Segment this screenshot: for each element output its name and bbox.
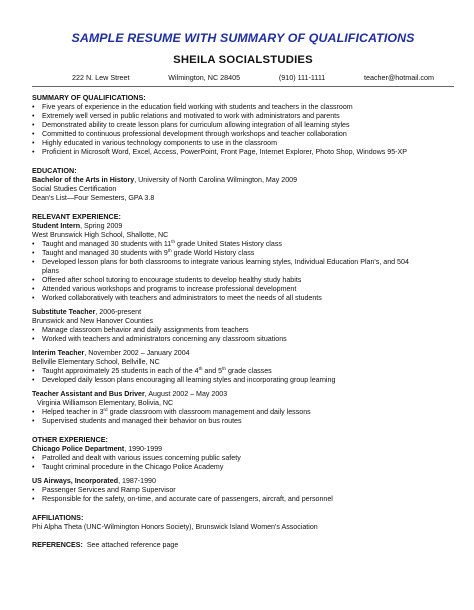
job-title: Chicago Police Department, 1990-1999: [32, 445, 163, 453]
list-item: • Committed to continuous professional development through workshops and teacher collaboration: [32, 130, 347, 138]
job-title: Interim Teacher, November 2002 – January 2004: [32, 349, 190, 357]
job-title: Teacher Assistant and Bus Driver, August 2002 – May 2003: [32, 390, 228, 398]
bullet-icon: •: [32, 249, 35, 257]
bullet-icon: •: [32, 376, 35, 384]
list-item: • Attended various workshops and programs to increase professional development: [32, 285, 297, 293]
contact-city: Wilmington, NC 28405: [168, 73, 241, 82]
job-title: Substitute Teacher, 2006-present: [32, 308, 142, 316]
list-item: • Taught approximately 25 students in each of the 4th and 5th grade classes: [32, 366, 272, 375]
list-item: • Worked collaboratively with teachers and administrators to meet the needs of all students: [32, 294, 322, 302]
job-place: Virginia Williamson Elementary, Bolivia, NC: [37, 399, 174, 407]
job-place: West Brunswick High School, Shallotte, NC: [32, 231, 169, 239]
list-item: • Demonstrated ability to create lesson plans for curriculum allowing integration of all learning styles: [32, 121, 350, 129]
other-heading: OTHER EXPERIENCE:: [32, 435, 108, 444]
list-item: • Developed daily lesson plans encouraging all learning styles and incorporating group learning: [32, 376, 336, 384]
resume-title: SAMPLE RESUME WITH SUMMARY OF QUALIFICATIONS: [71, 31, 415, 45]
bullet-icon: •: [32, 139, 35, 147]
list-item: • Highly educated in various technology components to use in the classroom: [32, 139, 278, 147]
job-place: Bellville Elementary School, Bellville, NC: [32, 358, 160, 366]
bullet-icon: •: [32, 285, 35, 293]
list-item: • Responsible for the safety, on-time, and accurate care of passengers, aircraft, and personnel: [32, 495, 333, 503]
education-heading: EDUCATION:: [32, 166, 77, 175]
bullet-icon: •: [32, 408, 35, 416]
bullet-icon: •: [32, 103, 35, 111]
job-duties: [32, 367, 454, 385]
list-item: • Proficient in Microsoft Word, Excel, Access, PowerPoint, Front Page, Internet Explorer, Photo Shop, Windows 95-XP: [32, 148, 407, 156]
references-text: See attached reference page: [86, 541, 179, 549]
list-item: • Manage classroom behavior and daily assignments from teachers: [32, 326, 249, 334]
bullet-icon: •: [32, 294, 35, 302]
list-item: • Taught and managed 30 students with 11th grade United States History class: [32, 239, 282, 248]
bullet-icon: •: [32, 240, 35, 248]
list-item: • Extremely well versed in public relations and motivated to work with administrators and parents: [32, 112, 340, 120]
list-item: • Helped teacher in 3rd grade classroom with classroom management and daily lessons: [32, 407, 311, 416]
list-item: • Patrolled and dealt with various issues concerning public safety: [32, 454, 241, 462]
job-duties: [32, 240, 454, 303]
list-item: • Taught criminal procedure in the Chicago Police Academy: [32, 463, 224, 471]
bullet-icon: •: [32, 276, 35, 284]
list-item: • Worked with teachers and administrators concerning any classroom situations: [32, 335, 287, 343]
bullet-icon: •: [32, 335, 35, 343]
list-item: • Supervised students and managed their behavior on bus routes: [32, 417, 242, 425]
job-title: Student Intern, Spring 2009: [32, 222, 123, 230]
job-duties: [32, 408, 454, 426]
education-honors: Dean's List—Four Semesters, GPA 3.8: [32, 194, 155, 202]
affiliations-heading: AFFILIATIONS:: [32, 513, 84, 522]
list-item: • Passenger Services and Ramp Supervisor: [32, 486, 176, 494]
bullet-icon: •: [32, 463, 35, 471]
bullet-icon: •: [32, 326, 35, 334]
list-item: • Developed lesson plans for both classrooms to integrate various learning styles, Individual Education Plan's, and 504 plans: [32, 258, 409, 275]
list-item: • Offered after school tutoring to encourage students to develop healthy study habits: [32, 276, 302, 284]
bullet-icon: •: [32, 367, 35, 375]
list-item: • Five years of experience in the education field working with students and teachers in the classroom: [32, 103, 353, 111]
bullet-icon: •: [32, 454, 35, 462]
job-duties: [32, 454, 454, 472]
summary-list: [32, 103, 454, 157]
job-duties: [32, 326, 454, 344]
bullet-icon: •: [32, 112, 35, 120]
bullet-icon: •: [32, 258, 35, 266]
bullet-icon: •: [32, 495, 35, 503]
bullet-icon: •: [32, 148, 35, 156]
education-cert: Social Studies Certification: [32, 185, 117, 193]
contact-line: [72, 73, 434, 82]
bullet-icon: •: [32, 130, 35, 138]
references-line: [32, 541, 454, 550]
job-place: Brunswick and New Hanover Counties: [32, 317, 154, 325]
contact-email: teacher@hotmail.com: [363, 73, 434, 82]
header-divider: [32, 86, 454, 87]
relevant-heading: RELEVANT EXPERIENCE:: [32, 212, 121, 221]
bullet-icon: •: [32, 121, 35, 129]
job-title: US Airways, Incorporated, 1987-1990: [32, 477, 156, 485]
list-item: • Taught and managed 30 students with 9th grade World History class: [32, 248, 255, 257]
summary-heading: SUMMARY OF QUALIFICATIONS:: [32, 93, 146, 102]
affiliations-text: Phi Alpha Theta (UNC-Wilmington Honors Society), Brunswick Island Women's Association: [32, 523, 318, 531]
contact-address: 222 N. Lew Street: [72, 73, 130, 82]
bullet-icon: •: [32, 486, 35, 494]
references-heading: REFERENCES:: [32, 541, 83, 549]
applicant-name: SHEILA SOCIALSTUDIES: [173, 54, 313, 66]
bullet-icon: •: [32, 417, 35, 425]
education-degree: Bachelor of the Arts in History, University of North Carolina Wilmington, May 2009: [32, 176, 298, 184]
contact-phone: (910) 111-1111: [278, 73, 326, 82]
job-duties: [32, 486, 454, 504]
